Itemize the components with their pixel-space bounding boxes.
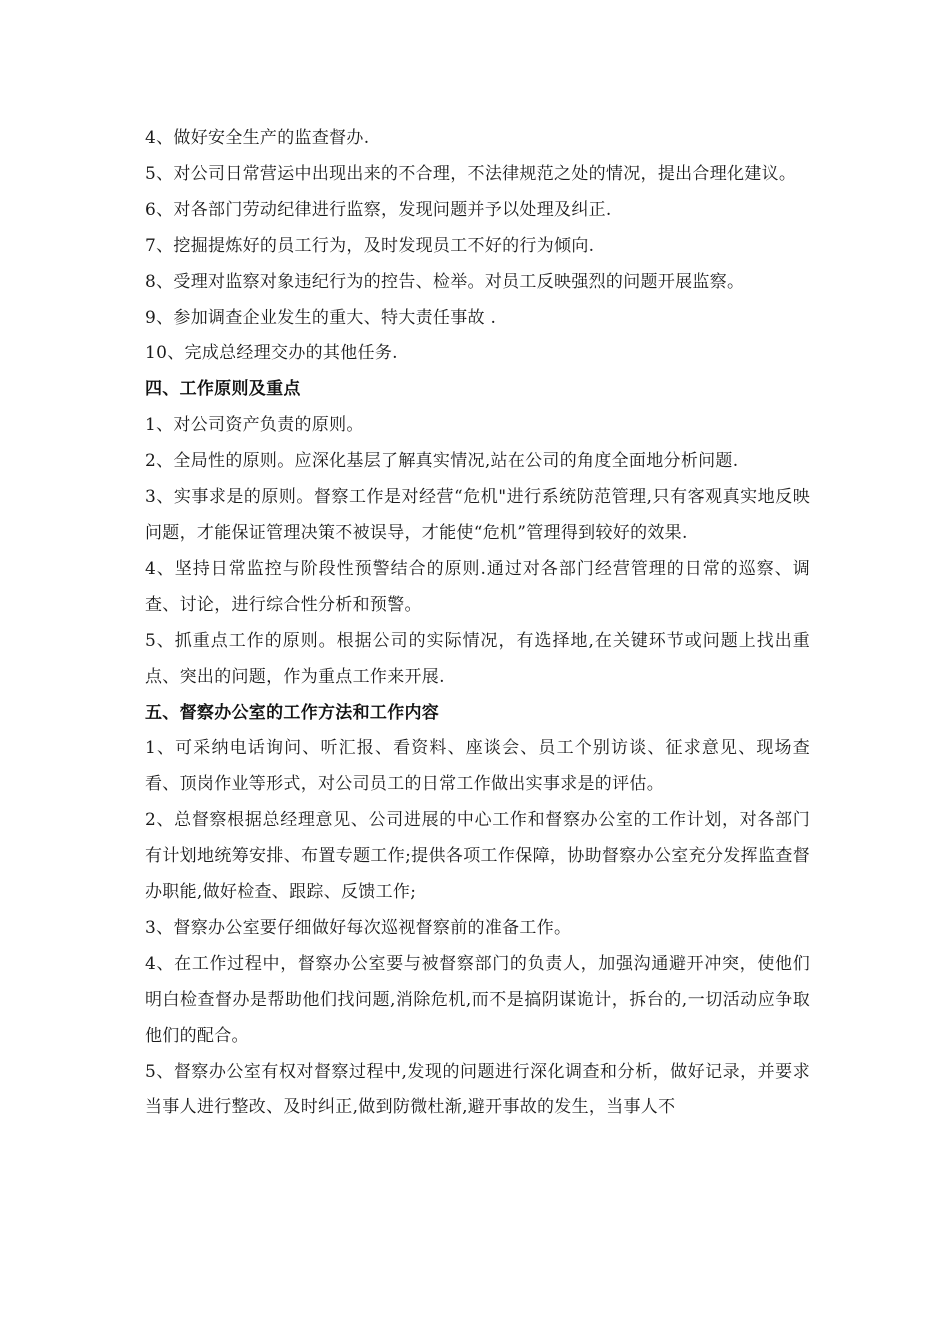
list-item: 5、对公司日常营运中出现出来的不合理，不法律规范之处的情况，提出合理化建议。 — [145, 163, 797, 184]
list-item: 6、对各部门劳动纪律进行监察，发现问题并予以处理及纠正. — [145, 199, 612, 220]
list-item: 3、督察办公室要仔细做好每次巡视督察前的准备工作。 — [145, 917, 572, 938]
document-body — [145, 121, 810, 1126]
list-item: 5、督察办公室有权对督察过程中,发现的问题进行深化调查和分析，做好记录，并要求当事人进行整改、及时纠正,做到防微杜渐,避开事故的发生，当事人不 — [145, 1061, 810, 1118]
list-item: 3、实事求是的原则。督察工作是对经营“危机"进行系统防范管理,只有客观真实地反映问题，才能保证管理决策不被误导，才能使“危机”管理得到较好的效果. — [145, 487, 810, 543]
list-item: 2、总督察根据总经理意见、公司进展的中心工作和督察办公室的工作计划，对各部门有计划地统筹安排、布置专题工作;提供各项工作保障，协助督察办公室充分发挥监查督办职能,做好检查、跟踪、反馈工作; — [145, 810, 810, 903]
list-item: 2、全局性的原则。应深化基层了解真实情况,站在公司的角度全面地分析问题. — [145, 451, 739, 472]
list-item: 9、参加调查企业发生的重大、特大责任事故 . — [145, 307, 497, 328]
list-item: 8、受理对监察对象违纪行为的控告、检举。对员工反映强烈的问题开展监察。 — [145, 271, 745, 292]
section-heading: 四、工作原则及重点 — [145, 379, 301, 400]
list-item: 1、对公司资产负责的原则。 — [145, 415, 364, 436]
list-item: 4、坚持日常监控与阶段性预警结合的原则.通过对各部门经营管理的日常的巡察、调查、讨论，进行综合性分析和预警。 — [145, 558, 810, 615]
list-item: 4、在工作过程中，督察办公室要与被督察部门的负责人，加强沟通避开冲突，使他们明白检查督办是帮助他们找问题,消除危机,而不是搞阴谋诡计，拆台的,一切活动应争取他们的配合。 — [145, 953, 810, 1046]
list-item: 10、完成总经理交办的其他任务. — [145, 343, 398, 364]
section-heading: 五、督察办公室的工作方法和工作内容 — [145, 702, 440, 723]
list-item: 4、做好安全生产的监查督办. — [145, 128, 370, 148]
list-item: 1、可采纳电话询问、听汇报、看资料、座谈会、员工个别访谈、征求意见、现场查看、顶岗作业等形式，对公司员工的日常工作做出实事求是的评估。 — [145, 738, 810, 795]
list-item: 5、抓重点工作的原则。根据公司的实际情况，有选择地,在关键环节或问题上找出重点、突出的问题，作为重点工作来开展. — [145, 630, 810, 687]
list-item: 7、挖掘提炼好的员工行为，及时发现员工不好的行为倾向. — [145, 235, 595, 256]
